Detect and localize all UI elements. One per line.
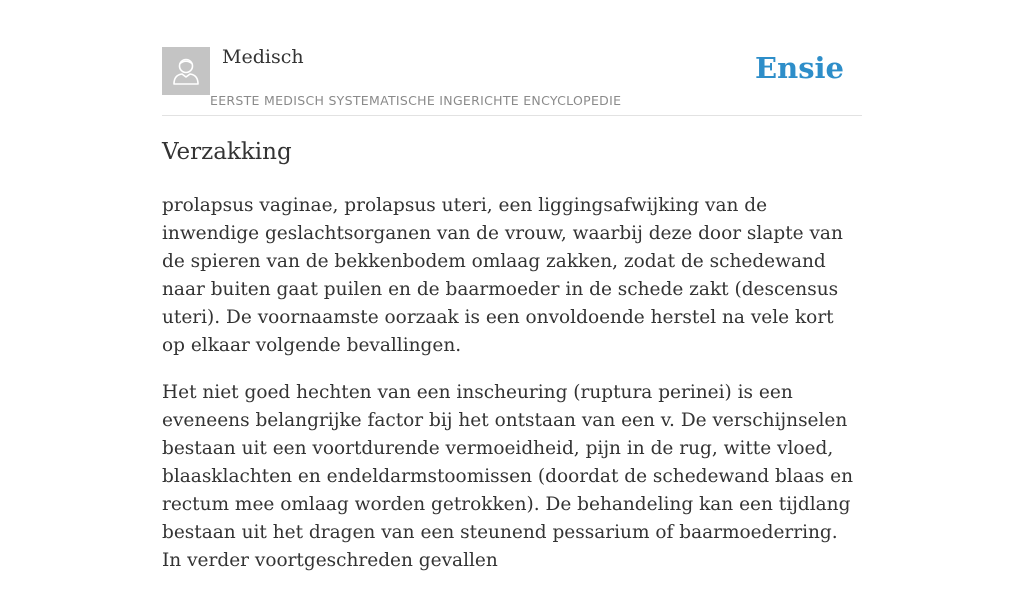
person-outline-icon — [162, 47, 210, 95]
source-header — [162, 0, 862, 116]
source-description: EERSTE MEDISCH SYSTEMATISCHE INGERICHTE ENCYCLOPEDIE — [210, 93, 622, 108]
ensie-logo[interactable]: Ensie — [755, 51, 844, 85]
entry-paragraph: Het niet goed hechten van een inscheuring (ruptura perinei) is een eveneens belangrijke factor bij het ontstaan van een v. De verschijnselen bestaan uit een voortdurende vermoeidheid, pijn in de rug, witte vloed, blaasklachten en endeldarmstoomissen (doordat de schedewand blaas en rectum mee omlaag worden getrokken). De behandeling kan een tijdlang bestaan uit het dragen van een steunend pessarium of baarmoederring. In verder voortgeschreden gevallen — [162, 382, 853, 571]
entry-body — [162, 192, 862, 594]
user-avatar-icon[interactable] — [162, 47, 210, 95]
source-name[interactable]: Medisch — [222, 46, 304, 68]
entry-title: Verzakking — [162, 139, 292, 165]
entry-paragraph: prolapsus vaginae, prolapsus uteri, een liggingsafwijking van de inwendige geslachtsorganen van de vrouw, waarbij deze door slapte van de spieren van de bekkenbodem omlaag zakken, zodat de schedewand naar buiten gaat puilen en de baarmoeder in de schede zakt (descensus uteri). De voornaamste oorzaak is een onvoldoende herstel na vele kort op elkaar volgende bevallingen. — [162, 195, 843, 356]
